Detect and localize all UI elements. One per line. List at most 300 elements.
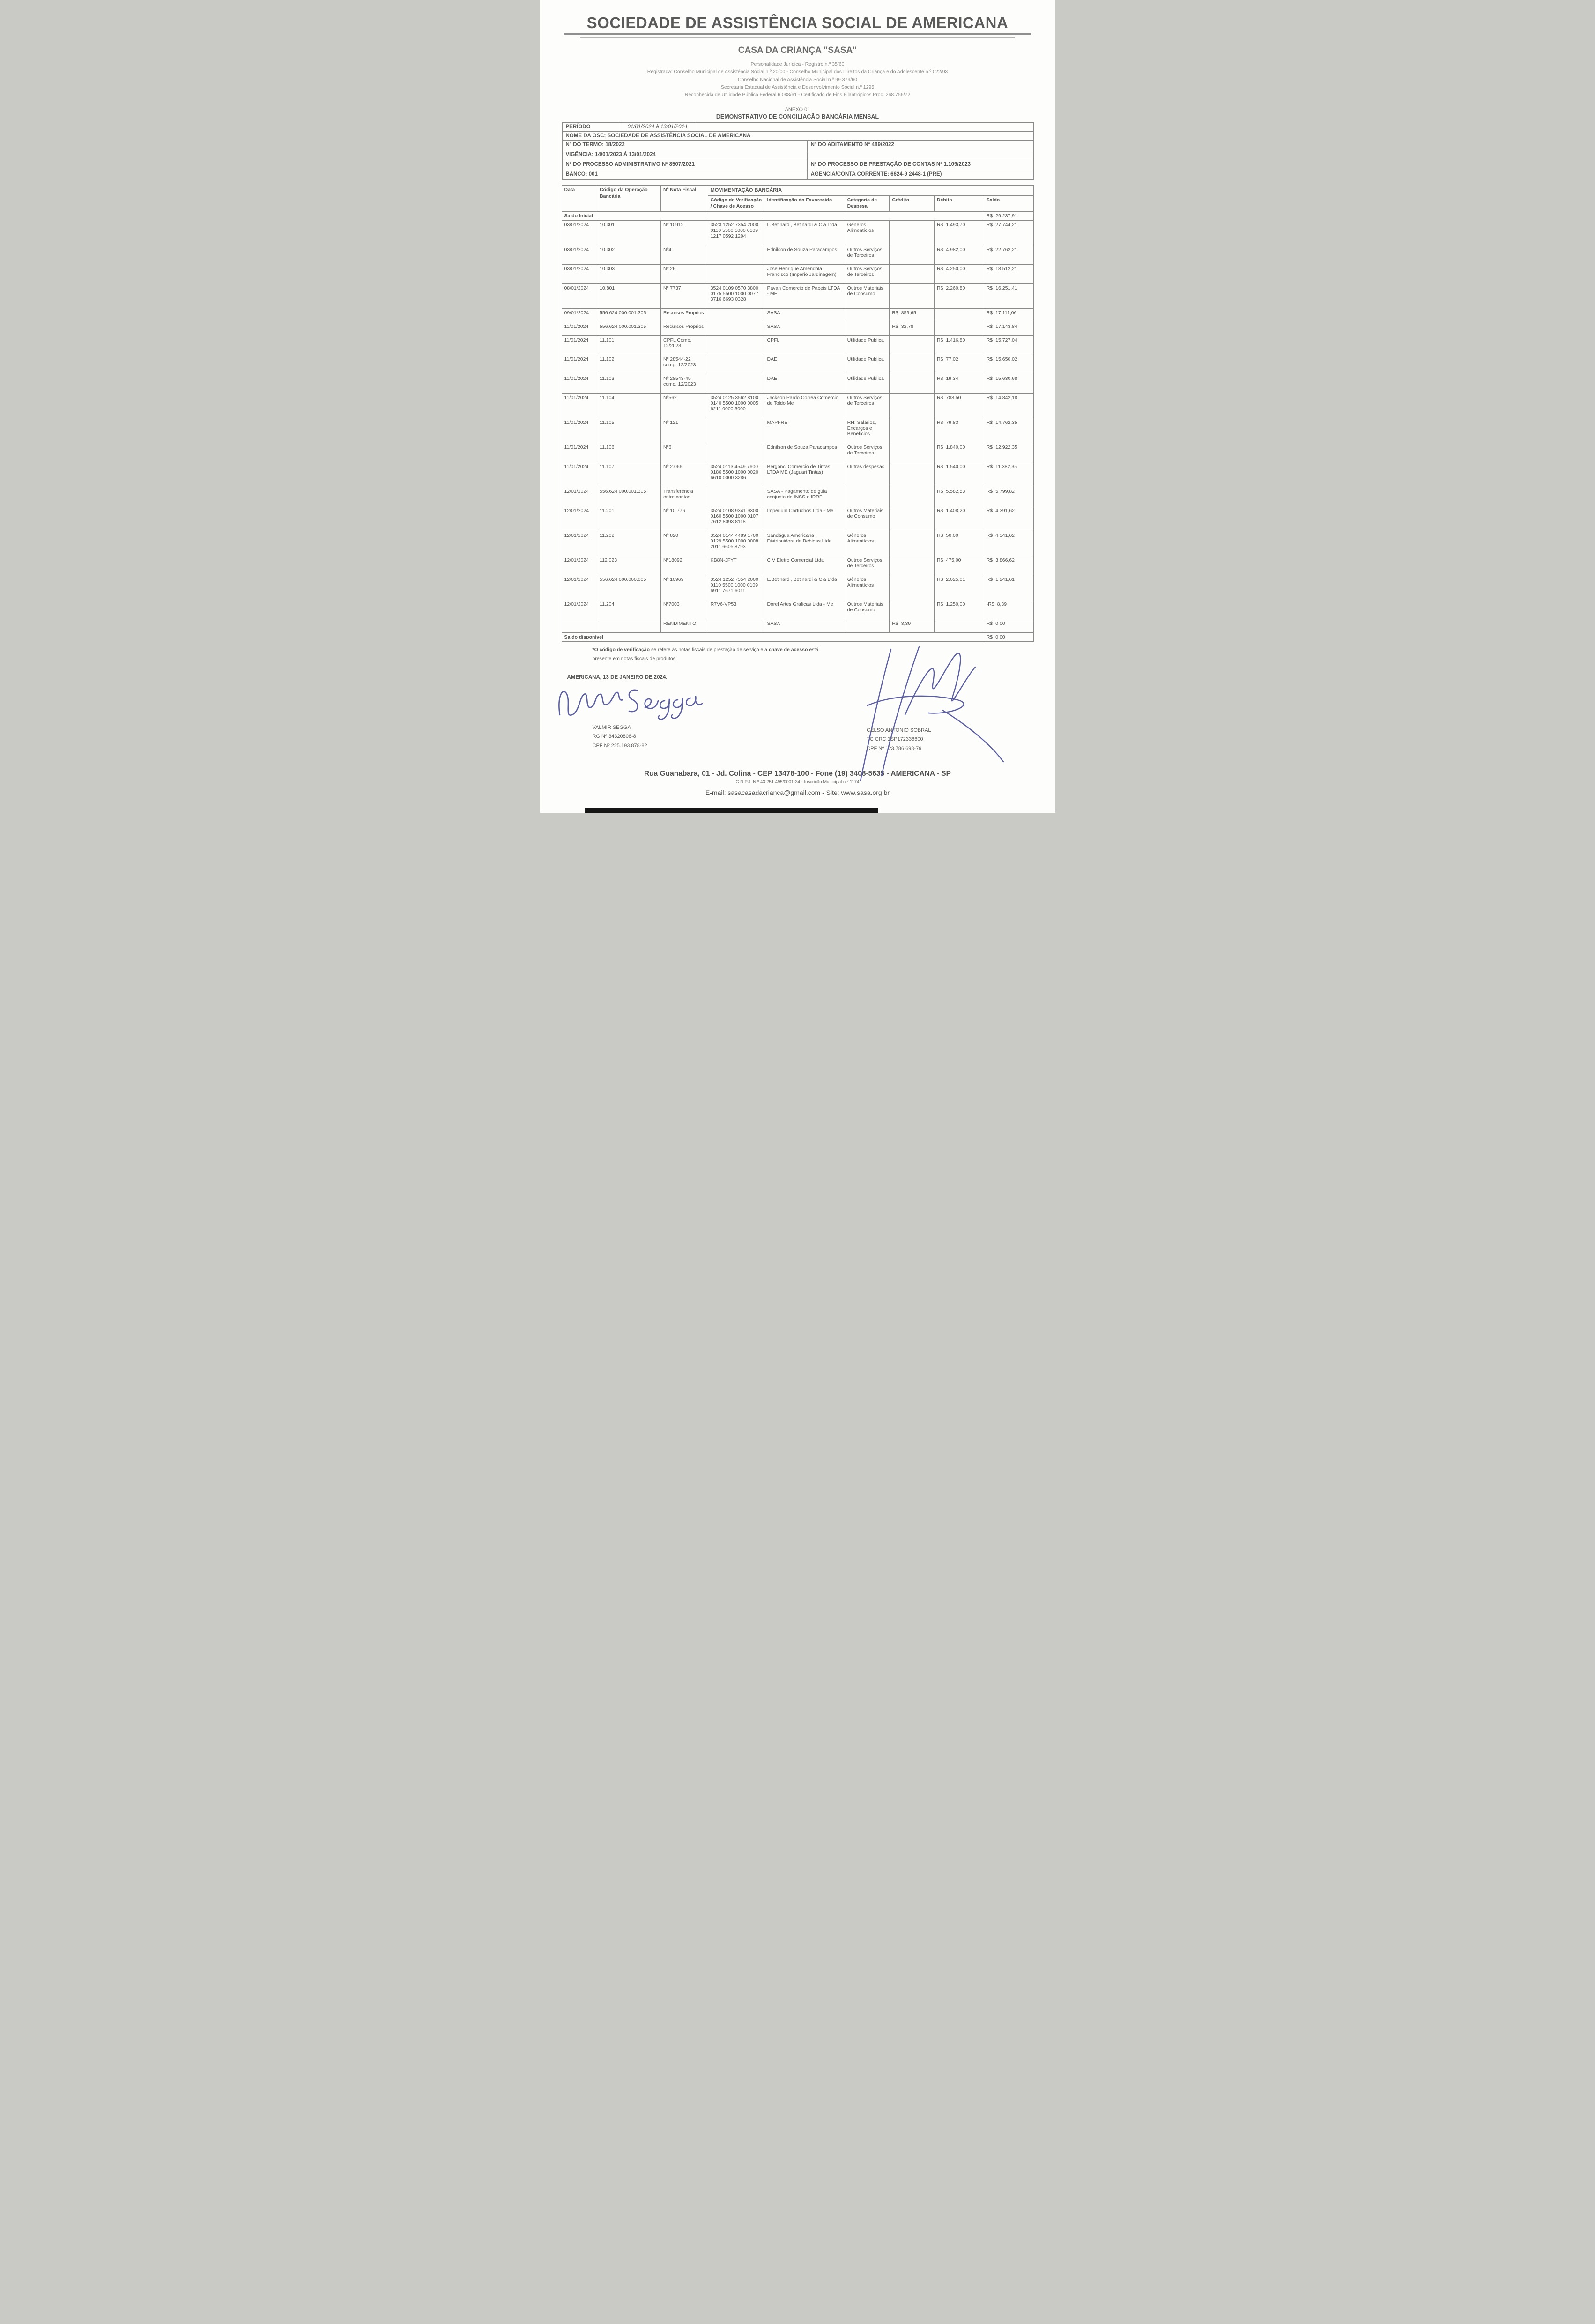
cell-codigo: 556.624.000.060.005 [597, 575, 661, 600]
signature-block-right [779, 681, 1033, 754]
table-row [562, 418, 1033, 443]
currency-symbol: R$ [936, 576, 943, 582]
cell-credito [890, 487, 935, 506]
table-row [562, 374, 1033, 393]
currency-symbol: R$ [986, 463, 993, 469]
cell-categoria: Outros Serviços de Terceiros [845, 264, 890, 283]
table-row [562, 619, 1033, 632]
currency-symbol: R$ [986, 634, 993, 640]
cell-categoria: RH: Salários, Encargos e Beneficios [845, 418, 890, 443]
cell-favorecido: Imperium Cartuchos Ltda - Me [764, 506, 845, 531]
amount: 50,00 [946, 532, 958, 538]
cell-categoria: Outros Materiais de Consumo [845, 506, 890, 531]
cell-nota: Nº 26 [660, 264, 708, 283]
cell-debito [934, 619, 984, 632]
cell-data: 03/01/2024 [562, 245, 597, 264]
col-header-debito: Débito [934, 195, 984, 211]
footer-address: Rua Guanabara, 01 - Jd. Colina - CEP 13478-100 - Fone (19) 3408-5635 - AMERICANA - SP [644, 770, 951, 778]
cell-credito [890, 264, 935, 283]
amount: 4.391,62 [995, 507, 1015, 513]
amount: 1.408,20 [946, 507, 965, 513]
saldo-disponivel-value: R$ 0,00 [984, 632, 1033, 641]
cell-codigo: 10.301 [597, 220, 661, 245]
cell-data [562, 619, 597, 632]
cell-saldo [984, 264, 1033, 283]
footer-cnpj: C.N.P.J. N.º 43.251.495/0001-34 - Inscrição Municipal n.º 1174 [735, 780, 860, 785]
cell-nota: Nº4 [660, 245, 708, 264]
cell-debito [934, 600, 984, 619]
cell-nota: CPFL Comp. 12/2023 [660, 335, 708, 355]
handwritten-signature-celso [835, 645, 1013, 785]
saldo-inicial-label: Saldo Inicial [562, 211, 984, 220]
signatory-rg: RG Nº 34320808-8 [592, 734, 636, 740]
cell-verificacao: 3524 0113 4549 7600 0186 5500 1000 0020 6610 0000 3286 [708, 462, 764, 487]
cell-nota: Nº 121 [660, 418, 708, 443]
cell-verificacao [708, 245, 764, 264]
cell-favorecido: SASA - Pagamento de guia conjunta de INSS e IRRF [764, 487, 845, 506]
currency-symbol: R$ [936, 394, 943, 401]
cell-debito [934, 335, 984, 355]
cell-credito [890, 506, 935, 531]
signatory-crc: TC CRC 1SP172336600 [867, 736, 923, 742]
cell-categoria: Outros Serviços de Terceiros [845, 556, 890, 575]
currency-symbol: R$ [986, 246, 993, 252]
cell-credito [890, 556, 935, 575]
cell-saldo [984, 443, 1033, 462]
cell-codigo: 11.106 [597, 443, 661, 462]
cell-data: 11/01/2024 [562, 355, 597, 374]
cell-debito [934, 443, 984, 462]
nome-osc: NOME DA OSC: SOCIEDADE DE ASSISTÊNCIA SOCIAL DE AMERICANA [563, 132, 1033, 141]
cell-categoria: Outros Serviços de Terceiros [845, 443, 890, 462]
registration-line: Registrada: Conselho Municipal de Assistência Social n.º 20/00 - Conselho Municipal dos Direitos da Criança e do Adolescente n.º 022/93 [647, 69, 948, 75]
currency-symbol: R$ [936, 419, 943, 425]
cell-data: 12/01/2024 [562, 575, 597, 600]
currency-symbol: R$ [986, 419, 993, 425]
processo-administrativo: Nº DO PROCESSO ADMINISTRATIVO Nº 8507/2021 [563, 160, 807, 170]
cell-data: 12/01/2024 [562, 506, 597, 531]
cell-favorecido: SASA [764, 322, 845, 335]
cell-nota: Nº 10.776 [660, 506, 708, 531]
cell-debito [934, 245, 984, 264]
col-header-verificacao: Código de Verificação / Chave de Acesso [708, 195, 764, 211]
currency-symbol: R$ [936, 532, 943, 538]
currency-symbol: R$ [986, 532, 993, 538]
signatory-name: CELSO ANTONIO SOBRAL [867, 727, 931, 733]
handwritten-signature-valmir [555, 678, 710, 730]
vigencia: VIGÊNCIA: 14/01/2023 À 13/01/2024 [563, 150, 807, 160]
cell-categoria: Outros Materiais de Consumo [845, 283, 890, 308]
cell-codigo: 11.107 [597, 462, 661, 487]
amount: 12.922,35 [995, 444, 1017, 450]
cell-saldo [984, 506, 1033, 531]
amount: 2.260,80 [946, 285, 965, 291]
cell-data: 03/01/2024 [562, 264, 597, 283]
amount: 8,39 [997, 601, 1007, 607]
cell-nota: Nº 7737 [660, 283, 708, 308]
amount: 15.727,04 [995, 337, 1017, 343]
currency-symbol: -R$ [986, 601, 994, 607]
saldo-disponivel-label: Saldo disponível [562, 632, 984, 641]
cell-favorecido: SASA [764, 308, 845, 322]
document-title: DEMONSTRATIVO DE CONCILIAÇÃO BANCÁRIA MENSAL [716, 113, 879, 120]
saldo-disponivel-row [562, 632, 1033, 641]
cell-categoria [845, 487, 890, 506]
cell-debito [934, 283, 984, 308]
cell-credito [890, 245, 935, 264]
cell-codigo: 11.103 [597, 374, 661, 393]
cell-credito [890, 418, 935, 443]
cell-favorecido: Bergonci Comercio de Tintas LTDA ME (Jaguari Tintas) [764, 462, 845, 487]
cell-saldo [984, 245, 1033, 264]
cell-data: 12/01/2024 [562, 487, 597, 506]
table-row [562, 531, 1033, 556]
cell-debito [934, 462, 984, 487]
cell-saldo [984, 575, 1033, 600]
cell-saldo [984, 418, 1033, 443]
amount: 859,65 [901, 310, 916, 316]
cell-verificacao [708, 335, 764, 355]
cell-categoria: Gêneros Alimentícios [845, 531, 890, 556]
cell-verificacao: 3524 0125 3562 8100 0140 5500 1000 0005 6211 0000 3000 [708, 393, 764, 418]
signatory-cpf: CPF Nº 225.193.878-82 [592, 743, 647, 749]
table-row [562, 335, 1033, 355]
cell-favorecido: Ednilson de Souza Paracampos [764, 443, 845, 462]
cell-data: 03/01/2024 [562, 220, 597, 245]
cell-saldo [984, 531, 1033, 556]
cell-nota: RENDIMENTO [660, 619, 708, 632]
cell-categoria: Outros Serviços de Terceiros [845, 393, 890, 418]
cell-verificacao: 3523 1252 7354 2000 0110 5500 1000 0109 1217 0592 1294 [708, 220, 764, 245]
footer-email-site: E-mail: sasacasadacrianca@gmail.com - Site: www.sasa.org.br [705, 789, 890, 797]
cell-credito [890, 374, 935, 393]
cell-favorecido: L.Betinardi, Betinardi & Cia Ltda [764, 220, 845, 245]
amount: 79,83 [946, 419, 958, 425]
cell-credito [890, 220, 935, 245]
amount: 8,39 [901, 620, 911, 626]
banco: BANCO: 001 [565, 171, 598, 178]
registration-line: Conselho Nacional de Assistência Social n.º 99.379/60 [738, 76, 857, 82]
signatory-right-details [867, 726, 1033, 754]
currency-symbol: R$ [936, 601, 943, 607]
table-row [562, 556, 1033, 575]
currency-symbol: R$ [986, 337, 993, 343]
cell-favorecido: SASA [764, 619, 845, 632]
currency-symbol: R$ [986, 557, 993, 563]
cell-verificacao [708, 322, 764, 335]
currency-symbol: R$ [936, 507, 943, 513]
cell-data: 11/01/2024 [562, 322, 597, 335]
cell-verificacao [708, 264, 764, 283]
cell-nota: Nº 28543-49 comp. 12/2023 [660, 374, 708, 393]
table-row [562, 308, 1033, 322]
scan-edge-bar [585, 808, 878, 813]
signatory-left-details [593, 723, 779, 751]
processo-prestacao-contas: Nº DO PROCESSO DE PRESTAÇÃO DE CONTAS Nº 1.109/2023 [807, 160, 1033, 170]
currency-symbol: R$ [936, 444, 943, 450]
periodo-value: 01/01/2024 à 13/01/2024 [621, 123, 695, 131]
cell-saldo [984, 600, 1033, 619]
table-row [562, 600, 1033, 619]
currency-symbol: R$ [986, 375, 993, 381]
currency-symbol: R$ [936, 337, 943, 343]
currency-symbol: R$ [936, 246, 943, 252]
cell-nota: Nº 10969 [660, 575, 708, 600]
cell-debito [934, 374, 984, 393]
table-row [562, 264, 1033, 283]
cell-verificacao: R7V6-VP53 [708, 600, 764, 619]
amount: 0,00 [995, 620, 1005, 626]
currency-symbol: R$ [892, 310, 898, 316]
cell-credito [890, 619, 935, 632]
cell-nota: Nº18092 [660, 556, 708, 575]
registration-line: Personalidade Jurídica - Registro n.º 35/60 [750, 61, 845, 67]
currency-symbol: R$ [986, 310, 993, 316]
cell-codigo: 10.303 [597, 264, 661, 283]
currency-symbol: R$ [936, 266, 943, 272]
table-row [562, 355, 1033, 374]
info-empty-cell [807, 150, 1033, 160]
movimentacao-table [562, 185, 1034, 642]
cell-codigo: 11.201 [597, 506, 661, 531]
cell-verificacao [708, 355, 764, 374]
cell-favorecido: Jose Henrique Amendola Francisco (Imperio Jardinagem) [764, 264, 845, 283]
amount: 15.630,68 [995, 375, 1017, 381]
cell-favorecido: DAE [764, 355, 845, 374]
amount: 19,34 [946, 375, 958, 381]
cell-codigo: 556.624.000.001.305 [597, 487, 661, 506]
cell-codigo: 11.202 [597, 531, 661, 556]
currency-symbol: R$ [986, 620, 993, 626]
cell-codigo: 11.104 [597, 393, 661, 418]
cell-credito [890, 600, 935, 619]
amount: 22.762,21 [995, 246, 1017, 252]
cell-nota: Nº7003 [660, 600, 708, 619]
cell-saldo [984, 283, 1033, 308]
col-header-codigo: Código da Operação Bancária [597, 186, 661, 212]
signature-block-left [562, 681, 779, 754]
cell-data: 08/01/2024 [562, 283, 597, 308]
currency-symbol: R$ [986, 488, 993, 494]
registration-lines [562, 60, 1034, 98]
cell-debito [934, 556, 984, 575]
amount: 1.840,00 [946, 444, 965, 450]
cell-credito [890, 335, 935, 355]
cell-saldo [984, 220, 1033, 245]
table-body [562, 220, 1033, 632]
document-page [540, 0, 1055, 813]
amount: 18.512,21 [995, 266, 1017, 272]
cell-verificacao: KB8N-JFYT [708, 556, 764, 575]
currency-symbol: R$ [936, 463, 943, 469]
cell-debito [934, 322, 984, 335]
cell-categoria: Outras despesas [845, 462, 890, 487]
cell-favorecido: Jackson Pardo Correa Comercio de Toldo Me [764, 393, 845, 418]
amount: 15.650,02 [995, 356, 1017, 362]
cell-categoria: Utilidade Publica [845, 374, 890, 393]
cell-nota: Recursos Proprios [660, 322, 708, 335]
date-line: AMERICANA, 13 DE JANEIRO DE 2024. [567, 674, 668, 680]
cell-debito [934, 418, 984, 443]
table-row [562, 575, 1033, 600]
cell-favorecido: Sandágua Americana Distribuidora de Bebidas Ltda [764, 531, 845, 556]
amount: 5.582,53 [946, 488, 965, 494]
table-row [562, 283, 1033, 308]
cell-nota: Recursos Proprios [660, 308, 708, 322]
signatures [562, 681, 1034, 754]
amount: 1.241,61 [995, 576, 1015, 582]
registration-line: Secretaria Estadual de Assistência e Desenvolvimento Social n.º 1295 [720, 84, 875, 90]
cell-categoria: Gêneros Alimentícios [845, 575, 890, 600]
cell-credito [890, 393, 935, 418]
cell-saldo [984, 462, 1033, 487]
cell-codigo: 11.204 [597, 600, 661, 619]
cell-credito [890, 443, 935, 462]
cell-data: 11/01/2024 [562, 462, 597, 487]
amount: 4.982,00 [946, 246, 965, 252]
cell-debito [934, 506, 984, 531]
cell-data: 09/01/2024 [562, 308, 597, 322]
cell-saldo [984, 355, 1033, 374]
cell-debito [934, 531, 984, 556]
saldo-inicial-value: R$ 29.237,91 [984, 211, 1033, 220]
footnote: *O código de verificação se refere às notas fiscais de prestação de serviço e a chave de acesso está presente em notas fiscais de produtos. [592, 646, 819, 661]
cell-codigo: 112.023 [597, 556, 661, 575]
amount: 3.866,62 [995, 557, 1015, 563]
currency-symbol: R$ [986, 507, 993, 513]
amount: 5.799,82 [995, 488, 1015, 494]
cell-data: 11/01/2024 [562, 418, 597, 443]
table-row [562, 506, 1033, 531]
cell-credito [890, 575, 935, 600]
cell-data: 11/01/2024 [562, 443, 597, 462]
cell-codigo: 11.105 [597, 418, 661, 443]
registration-line: Reconhecida de Utilidade Pública Federal 6.088/61 - Certificado de Fins Filantrópicos Proc. 268.756/72 [684, 92, 911, 98]
org-subtitle: CASA DA CRIANÇA "SASA" [738, 45, 857, 55]
cell-categoria [845, 308, 890, 322]
amount: 1.416,80 [946, 337, 965, 343]
cell-debito [934, 487, 984, 506]
currency-symbol: R$ [936, 285, 943, 291]
amount: 788,50 [946, 394, 961, 401]
title-rule [564, 33, 1031, 35]
currency-symbol: R$ [986, 576, 993, 582]
cell-categoria [845, 322, 890, 335]
table-row [562, 393, 1033, 418]
footnote-line2: presente em notas fiscais de produtos. [592, 655, 677, 661]
currency-symbol: R$ [986, 323, 993, 329]
cell-codigo: 11.102 [597, 355, 661, 374]
cell-favorecido: Ednilson de Souza Paracampos [764, 245, 845, 264]
cell-saldo [984, 619, 1033, 632]
cell-credito [890, 322, 935, 335]
cell-saldo [984, 556, 1033, 575]
cell-categoria: Gêneros Alimentícios [845, 220, 890, 245]
currency-symbol: R$ [936, 375, 943, 381]
currency-symbol: R$ [892, 620, 898, 626]
currency-symbol: R$ [986, 356, 993, 362]
cell-verificacao: 3524 0144 4489 1700 0129 5500 1000 0008 2011 6605 8793 [708, 531, 764, 556]
cell-saldo [984, 393, 1033, 418]
amount: 1.250,00 [946, 601, 965, 607]
cell-codigo: 556.624.000.001.305 [597, 308, 661, 322]
amount: 475,00 [946, 557, 961, 563]
cell-data: 11/01/2024 [562, 335, 597, 355]
cell-credito [890, 462, 935, 487]
amount: 16.251,41 [995, 285, 1017, 291]
cell-nota: Nº 28544-22 comp. 12/2023 [660, 355, 708, 374]
cell-verificacao [708, 487, 764, 506]
org-title: SOCIEDADE DE ASSISTÊNCIA SOCIAL DE AMERICANA [586, 14, 1009, 31]
periodo-label: PERÍODO [565, 124, 591, 130]
amount: 1.493,70 [946, 222, 965, 228]
amount: 32,78 [901, 323, 914, 329]
cell-favorecido: DAE [764, 374, 845, 393]
amount: 14.762,35 [995, 419, 1017, 425]
amount: 1.540,00 [946, 463, 965, 469]
saldo-inicial-row [562, 211, 1033, 220]
cell-favorecido: L.Betinardi, Betinardi & Cia Ltda [764, 575, 845, 600]
info-grid [563, 141, 1033, 179]
cell-saldo [984, 308, 1033, 322]
col-header-categoria: Categoria de Despesa [845, 195, 890, 211]
cell-verificacao [708, 443, 764, 462]
cell-nota: Nº562 [660, 393, 708, 418]
amount: 17.111,06 [995, 310, 1017, 316]
currency-symbol: R$ [986, 222, 993, 228]
cell-categoria: Utilidade Publica [845, 335, 890, 355]
col-header-saldo: Saldo [984, 195, 1033, 211]
cell-data: 11/01/2024 [562, 393, 597, 418]
cell-verificacao [708, 308, 764, 322]
cell-credito [890, 355, 935, 374]
currency-symbol: R$ [986, 266, 993, 272]
signatory-name: VALMIR SEGGA [592, 724, 631, 730]
periodo-row [563, 123, 1033, 132]
cell-debito [934, 264, 984, 283]
amount: 11.382,35 [995, 463, 1017, 469]
currency-symbol: R$ [936, 557, 943, 563]
cell-verificacao: 3524 0108 9341 9300 0160 5500 1000 0107 7612 8093 8118 [708, 506, 764, 531]
cell-debito [934, 220, 984, 245]
cell-data: 12/01/2024 [562, 600, 597, 619]
cell-favorecido: MAPFRE [764, 418, 845, 443]
cell-data: 12/01/2024 [562, 556, 597, 575]
signatory-cpf: CPF Nº 123.786.698-79 [867, 746, 922, 752]
cell-saldo [984, 322, 1033, 335]
cell-verificacao: 3524 1252 7354 2000 0110 5500 1000 0109 6911 7671 6011 [708, 575, 764, 600]
title-rule-2 [580, 37, 1015, 38]
currency-symbol: R$ [936, 488, 943, 494]
currency-symbol: R$ [986, 444, 993, 450]
footer [562, 770, 1034, 796]
cell-codigo: 556.624.000.001.305 [597, 322, 661, 335]
cell-verificacao: 3524 0109 0570 3800 0175 5500 1000 0077 3716 6693 0328 [708, 283, 764, 308]
col-header-favorecido: Identificação do Favorecido [764, 195, 845, 211]
currency-symbol: R$ [936, 356, 943, 362]
amount: 4.341,62 [995, 532, 1015, 538]
cell-nota: Nº 2.066 [660, 462, 708, 487]
aditamento: Nº DO ADITAMENTO Nº 489/2022 [807, 141, 1033, 150]
col-header-credito: Crédito [890, 195, 935, 211]
currency-symbol: R$ [986, 213, 993, 219]
cell-categoria: Outros Serviços de Terceiros [845, 245, 890, 264]
termo: Nº DO TERMO: 18/2022 [563, 141, 807, 150]
cell-debito [934, 355, 984, 374]
cell-saldo [984, 335, 1033, 355]
cell-categoria: Utilidade Publica [845, 355, 890, 374]
anexo-label: ANEXO 01 [785, 107, 810, 113]
